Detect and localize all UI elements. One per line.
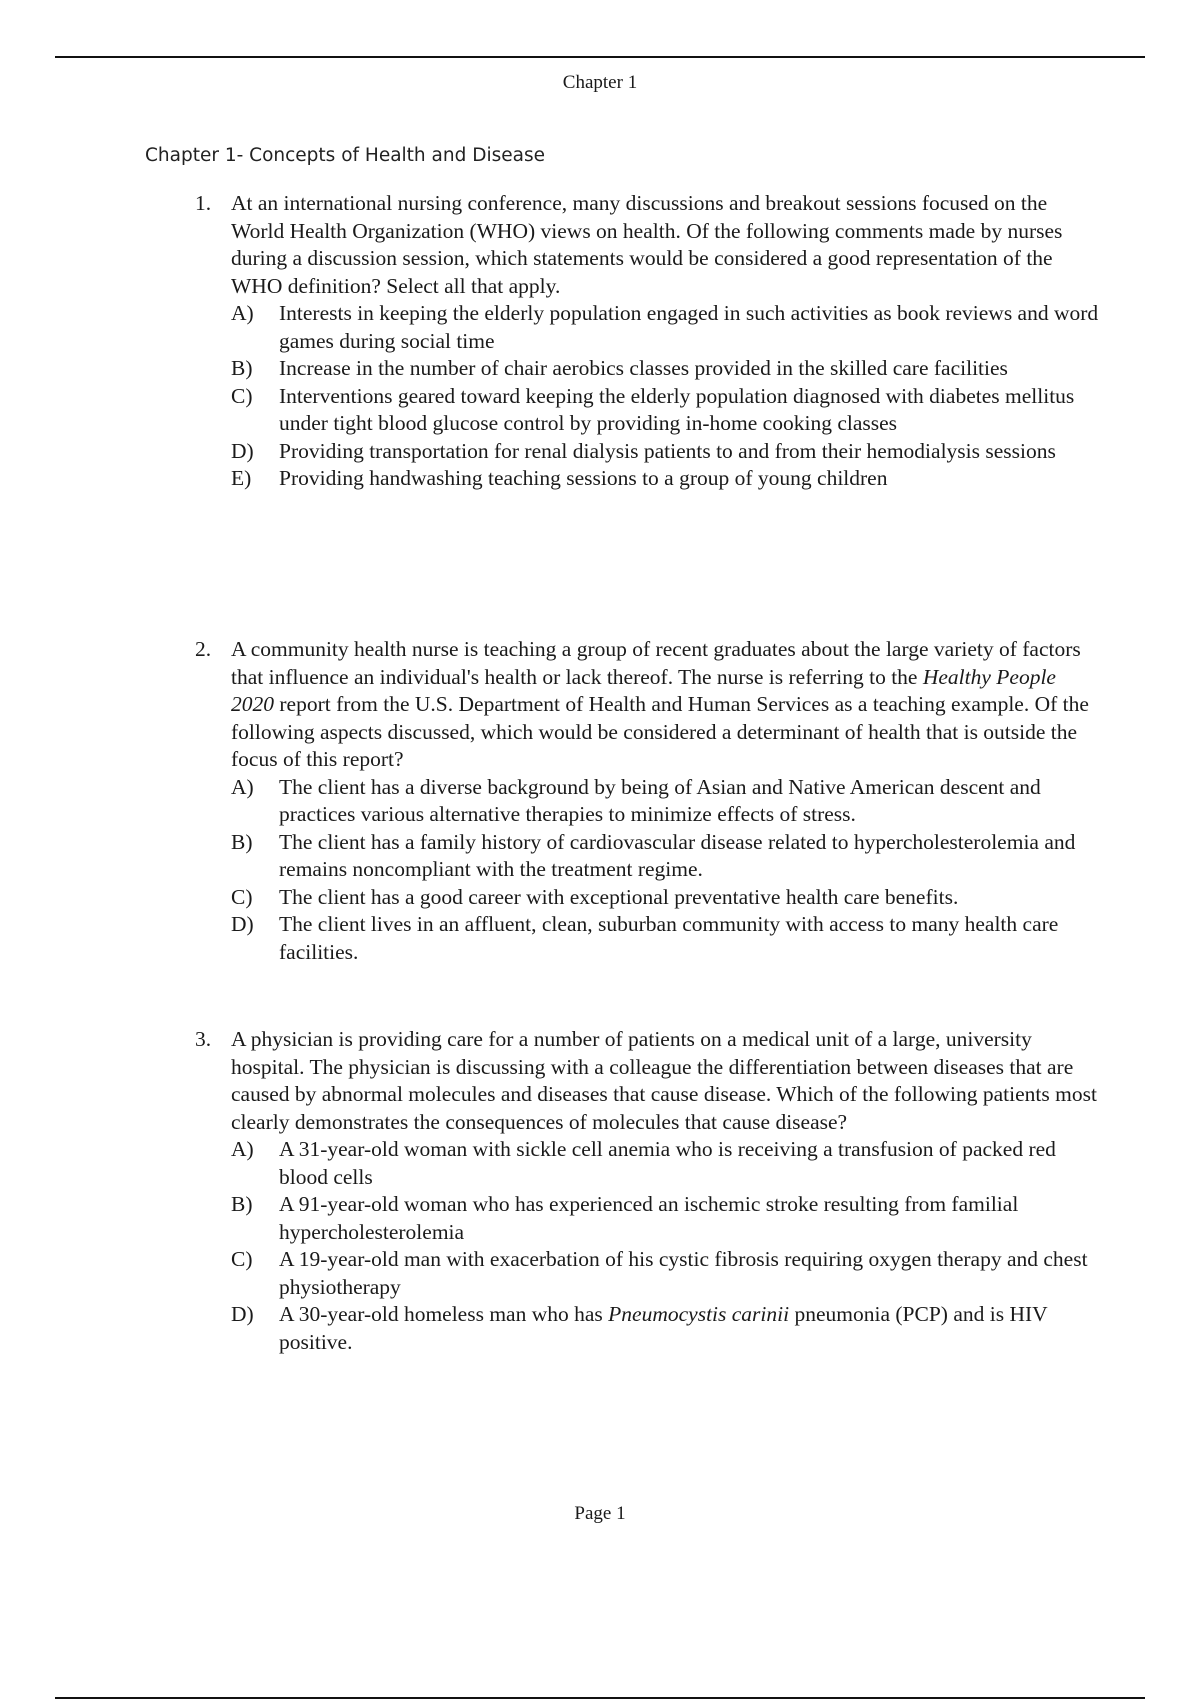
top-rule <box>55 56 1145 58</box>
option-letter: C) <box>231 383 253 408</box>
question-stem <box>195 190 1100 300</box>
question-number: 1. <box>195 191 212 215</box>
answer-option-a <box>195 1136 1100 1191</box>
option-letter: B) <box>231 829 253 854</box>
option-letter: C) <box>231 1247 253 1271</box>
option-text: The client lives in an affluent, clean, suburban community with access to many health care facilities. <box>279 912 1059 964</box>
option-text: Providing transportation for renal dialysis patients to and from their hemodialysis sessions <box>279 438 1056 463</box>
question-2 <box>195 636 1100 966</box>
answer-options <box>195 300 1100 493</box>
question-1 <box>195 190 1100 493</box>
question-stem <box>195 1026 1100 1136</box>
option-letter: B) <box>231 356 253 380</box>
option-text: Interventions geared toward keeping the elderly population diagnosed with diabetes mellitus under tight blood glucose control by providing in-home cooking classes <box>279 383 1075 435</box>
option-text: Increase in the number of chair aerobics classes provided in the skilled care facilities <box>279 356 1008 380</box>
answer-option-b <box>195 1191 1100 1246</box>
question-text <box>231 636 1100 774</box>
option-text: A 31-year-old woman with sickle cell anemia who is receiving a transfusion of packed red blood cells <box>279 1137 1056 1189</box>
question-number: 3. <box>195 1027 212 1051</box>
stem-segment: A physician is providing care for a number of patients on a medical unit of a large, university hospital. The physician is discussing with a colleague the differentiation between diseases that are caused by abnormal molecules and diseases that cause disease. Which of the following patients most clearly demonstrates the consequences of molecules that cause disease? <box>231 1027 1097 1134</box>
option-letter: D) <box>231 912 254 936</box>
answer-options <box>195 1136 1100 1356</box>
option-letter: C) <box>231 884 253 909</box>
option-letter: D) <box>231 1302 254 1326</box>
option-letter: A) <box>231 301 254 325</box>
option-text <box>279 1301 1100 1356</box>
option-letter: D) <box>231 438 254 463</box>
option-segment: pneumonia (PCP) and is HIV positive. <box>279 1302 1048 1354</box>
stem-segment: A community health nurse is teaching a group of recent graduates about the large variety of factors that influence an individual's health or lack thereof. The nurse is referring to the <box>231 637 1081 689</box>
question-text <box>231 1026 1100 1136</box>
option-text: The client has a good career with exceptional preventative health care benefits. <box>279 884 959 909</box>
answer-option-b <box>195 355 1100 383</box>
organism-name: Pneumocystis carinii <box>608 1302 790 1326</box>
page-number: Page 1 <box>574 1503 626 1524</box>
option-text: A 19-year-old man with exacerbation of his cystic fibrosis requiring oxygen therapy and chest physiotherapy <box>279 1247 1088 1299</box>
option-segment: A 30-year-old homeless man who has <box>279 1302 609 1326</box>
option-text: Providing handwashing teaching sessions to a group of young children <box>279 466 888 490</box>
question-stem <box>195 636 1100 774</box>
answer-option-d <box>195 911 1100 966</box>
answer-option-c <box>195 383 1100 438</box>
stem-segment: report from the U.S. Department of Health and Human Services as a teaching example. Of the following aspects discussed, which would be considered a determinant of health that is outside the focus of this report? <box>231 692 1089 771</box>
running-header: Chapter 1 <box>562 72 638 93</box>
option-text: The client has a family history of cardiovascular disease related to hypercholesterolemia and remains noncompliant with the treatment regime. <box>279 829 1076 881</box>
chapter-title: Chapter 1- Concepts of Health and Disease <box>145 145 545 166</box>
answer-option-a <box>195 300 1100 355</box>
answer-option-d <box>195 438 1100 466</box>
option-letter: A) <box>231 774 254 799</box>
option-letter: A) <box>231 1137 254 1161</box>
answer-option-b <box>195 829 1100 884</box>
answer-option-c <box>195 884 1100 912</box>
answer-option-e <box>195 465 1100 493</box>
question-number: 2. <box>195 637 212 661</box>
answer-option-d <box>195 1301 1100 1356</box>
question-text <box>231 190 1100 300</box>
option-letter: E) <box>231 466 252 490</box>
option-text: The client has a diverse background by being of Asian and Native American descent and practices various alternative therapies to minimize effects of stress. <box>279 774 1041 826</box>
answer-option-a <box>195 774 1100 829</box>
bottom-rule <box>55 1697 1145 1699</box>
stem-segment: At an international nursing conference, many discussions and breakout sessions focused on the World Health Organization (WHO) views on health. Of the following comments made by nurses during a discussion session, which statements would be considered a good representation of the WHO definition? Select all that apply. <box>231 191 1063 298</box>
answer-options <box>195 774 1100 967</box>
question-3 <box>195 1026 1100 1356</box>
option-text: Interests in keeping the elderly population engaged in such activities as book reviews and word games during social time <box>279 301 1099 353</box>
option-letter: B) <box>231 1192 253 1216</box>
option-text: A 91-year-old woman who has experienced an ischemic stroke resulting from familial hypercholesterolemia <box>279 1192 1019 1244</box>
report-title: Healthy People 2020 <box>231 664 1056 716</box>
answer-option-c <box>195 1246 1100 1301</box>
